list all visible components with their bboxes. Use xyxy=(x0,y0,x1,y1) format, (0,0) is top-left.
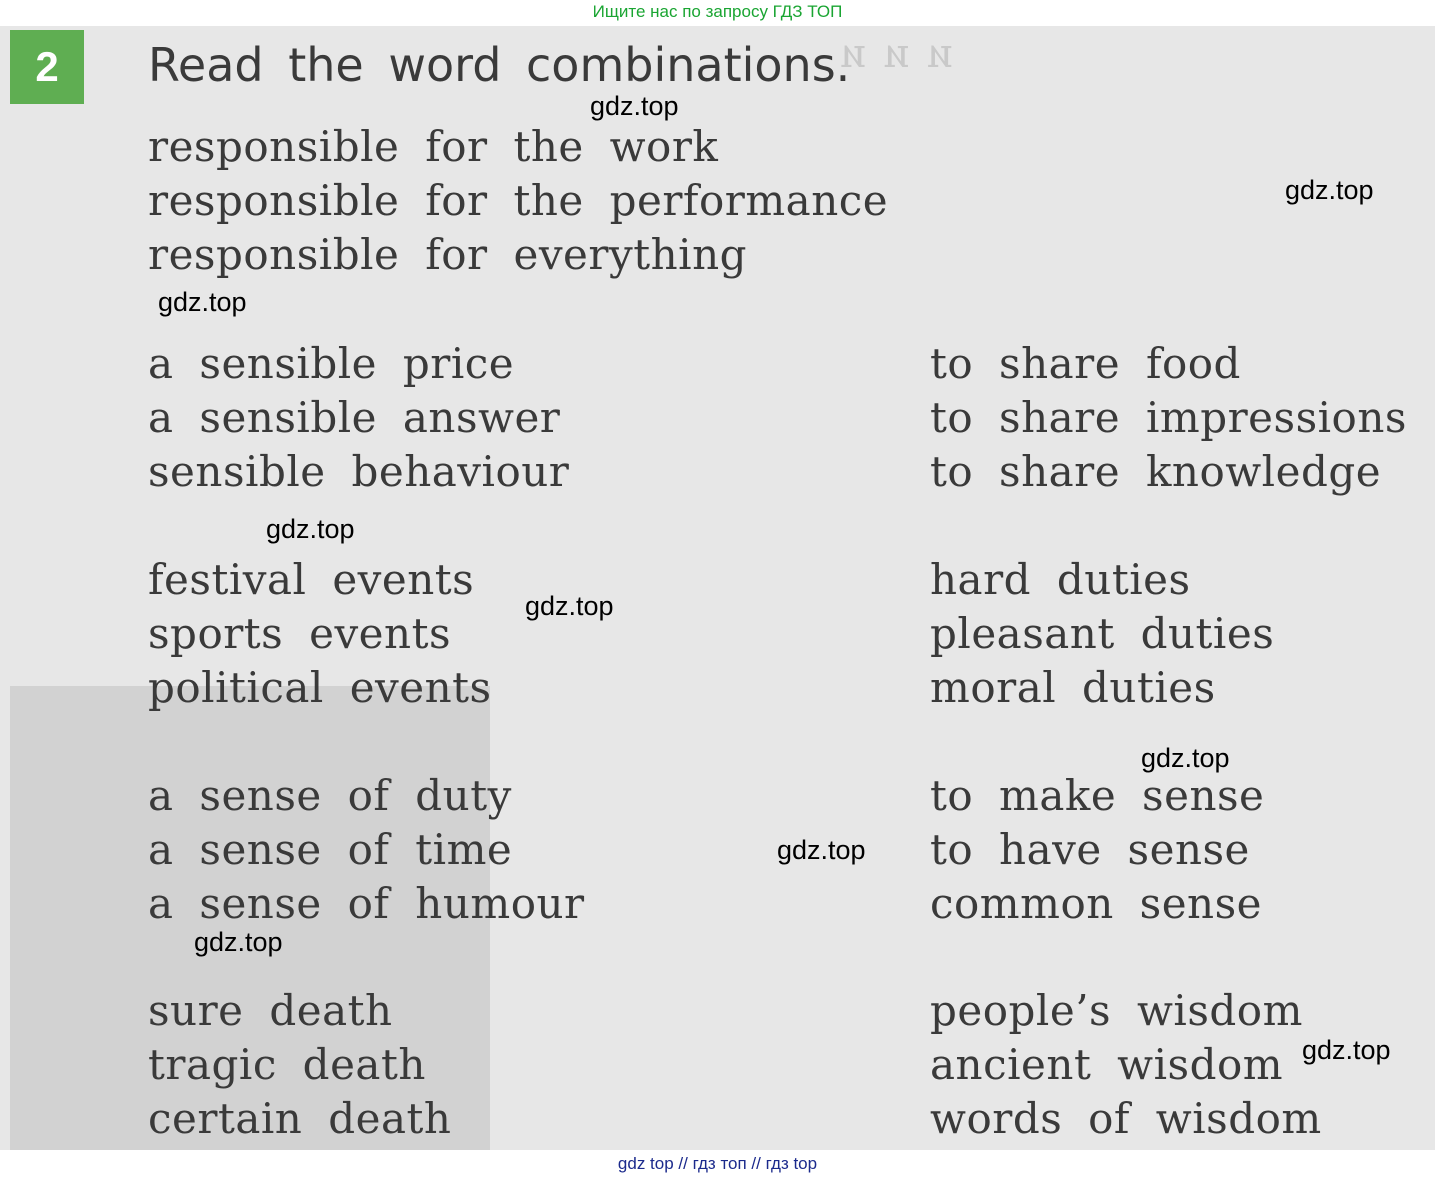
phrase: common sense xyxy=(930,879,1263,928)
group-sense xyxy=(930,769,1264,931)
phrase: sensible behaviour xyxy=(148,447,570,496)
watermark: gdz.top xyxy=(1141,743,1230,773)
phrase: tragic death xyxy=(148,1040,426,1089)
phrase: responsible for the performance xyxy=(148,176,889,225)
phrase: to have sense xyxy=(930,825,1250,874)
phrase: to share impressions xyxy=(930,393,1407,442)
header-note: Ищите нас по запросу ГДЗ ТОП xyxy=(592,2,843,21)
watermark: gdz.top xyxy=(1285,175,1374,205)
bleed-through-text: ᴎ ᴎ ᴎ xyxy=(840,36,956,82)
phrase: hard duties xyxy=(930,555,1191,604)
watermark: gdz.top xyxy=(525,591,614,621)
phrase: responsible for everything xyxy=(148,230,748,279)
group-events xyxy=(148,553,492,715)
phrase: a sense of duty xyxy=(148,771,512,820)
phrase: certain death xyxy=(148,1094,452,1143)
phrase: ancient wisdom xyxy=(930,1040,1284,1089)
group-share xyxy=(930,337,1407,499)
phrase: a sense of time xyxy=(148,825,513,874)
phrase: a sensible answer xyxy=(148,393,561,442)
watermark: gdz.top xyxy=(1302,1035,1391,1065)
phrase: to make sense xyxy=(930,771,1265,820)
phrase: sports events xyxy=(148,609,452,658)
exercise-number-badge: 2 xyxy=(10,30,84,104)
phrase: pleasant duties xyxy=(930,609,1275,658)
group-duties xyxy=(930,553,1274,715)
phrase: people’s wisdom xyxy=(930,986,1303,1035)
phrase: responsible for the work xyxy=(148,122,719,171)
group-responsible xyxy=(148,120,888,282)
group-sensible xyxy=(148,337,569,499)
group-sense-of xyxy=(148,769,585,931)
exercise-title: Read the word combinations. xyxy=(148,38,851,92)
phrase: moral duties xyxy=(930,663,1216,712)
group-wisdom xyxy=(930,984,1322,1146)
phrase: a sensible price xyxy=(148,339,515,388)
phrase: a sense of humour xyxy=(148,879,585,928)
watermark: gdz.top xyxy=(590,91,679,121)
watermark: gdz.top xyxy=(194,927,283,957)
group-death xyxy=(148,984,451,1146)
watermark: gdz.top xyxy=(266,514,355,544)
phrase: words of wisdom xyxy=(930,1094,1322,1143)
watermark: gdz.top xyxy=(158,287,247,317)
phrase: festival events xyxy=(148,555,475,604)
phrase: to share food xyxy=(930,339,1241,388)
footer-note: gdz top // гдз топ // гдз top xyxy=(617,1154,818,1173)
phrase: to share knowledge xyxy=(930,447,1382,496)
textbook-page xyxy=(0,26,1435,1150)
phrase: sure death xyxy=(148,986,393,1035)
watermark: gdz.top xyxy=(777,835,866,865)
phrase: political events xyxy=(148,663,492,712)
